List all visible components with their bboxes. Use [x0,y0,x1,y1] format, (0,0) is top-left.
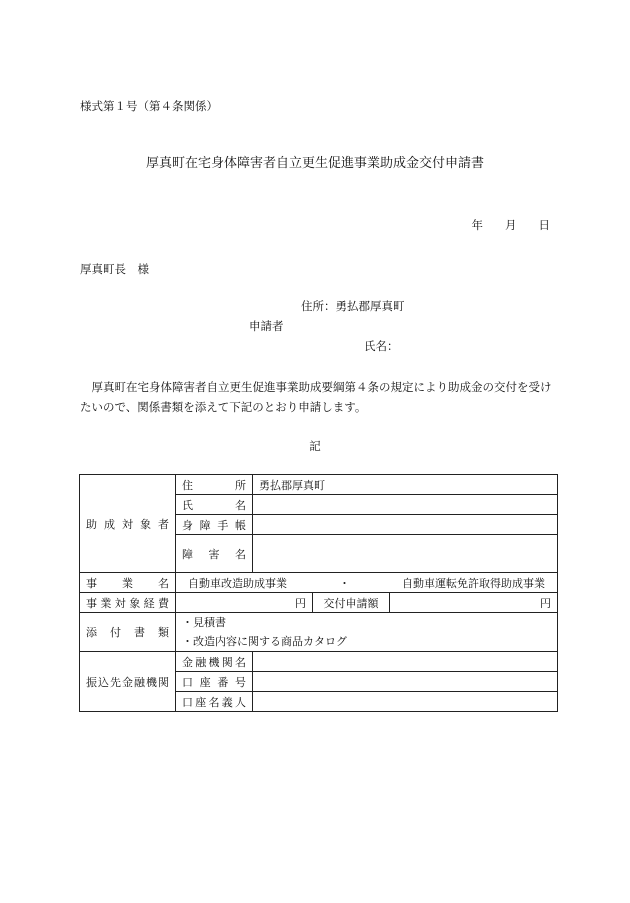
date-day: 日 [538,218,550,232]
cost-field[interactable] [176,593,313,613]
project-label: 事業名 [80,573,176,593]
handbook-label: 身障手帳 [176,515,253,535]
request-label: 交付申請額 [313,593,390,613]
table-row [80,593,558,613]
docs-label: 添付書類 [80,613,176,652]
bank-name-field[interactable] [253,652,558,672]
handbook-field[interactable] [253,515,558,535]
cost-unit: 円 [295,596,306,610]
applicant-name: 氏名： [364,339,399,353]
bank-name-label: 金融機関名 [176,652,253,672]
applicant-address: 住所：勇払郡厚真町 [301,299,405,313]
bank-header: 振込先金融機関 [80,652,176,712]
doc-item: ・改造内容に関する商品カタログ [182,635,347,648]
table-row [80,573,558,593]
date-month: 月 [505,218,517,232]
cost-label: 事業対象経費 [80,593,176,613]
project-separator: ・ [339,576,350,590]
name-label: 氏 名 [176,495,253,515]
account-number-field[interactable] [253,672,558,692]
body-text: 厚真町在宅身体障害者自立更生促進事業助成要綱第４条の規定により助成金の交付を受けたいので、関係書類を添えて下記のとおり申請します。 [80,380,552,414]
document-title: 厚真町在宅身体障害者自立更生促進事業助成金交付申請書 [145,156,484,171]
account-holder-label: 口座名義人 [176,692,253,712]
request-unit: 円 [540,596,552,610]
date-year: 年 [471,218,483,232]
recipient-header: 助成対象者 [80,475,176,573]
date-line [450,217,551,233]
disability-label: 障害名 [176,535,253,573]
form-number: 様式第１号（第４条関係） [80,99,218,113]
address-field[interactable]: 勇払郡厚真町 [253,475,558,495]
table-row [80,475,558,495]
table-row [80,613,558,652]
applicant-label: 申請者 [249,319,284,333]
addressee: 厚真町長 様 [80,262,149,276]
address-label: 住 所 [176,475,253,495]
name-field[interactable] [253,495,558,515]
account-holder-field[interactable] [253,692,558,712]
table-row [80,652,558,672]
account-number-label: 口座番号 [176,672,253,692]
disability-field[interactable] [253,535,558,573]
docs-list [176,613,558,652]
project-option-2[interactable]: 自動車運転免許取得助成事業 [402,576,545,590]
ki-heading: 記 [309,439,321,453]
doc-item: ・見積書 [182,616,226,629]
application-table [79,474,558,712]
project-option-1[interactable]: 自動車改造助成事業 [188,576,287,590]
request-field[interactable] [390,593,558,613]
project-options [176,573,558,593]
